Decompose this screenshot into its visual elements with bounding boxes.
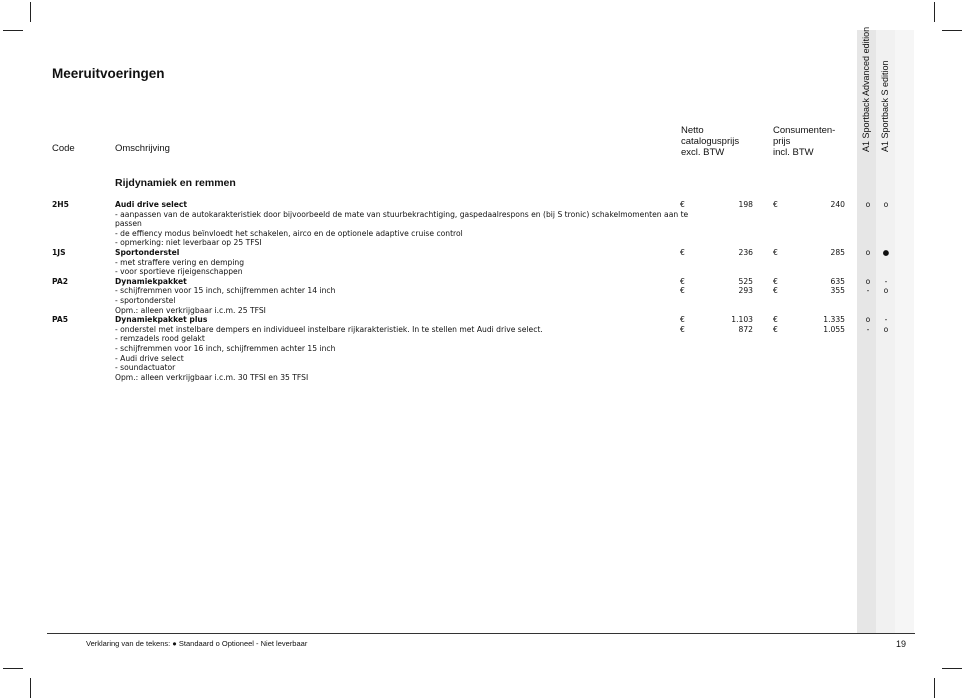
section-title: Rijdynamiek en remmen — [115, 177, 236, 189]
row-code: 2H5 — [52, 200, 69, 209]
row-availability-s-edition: ● — [882, 248, 890, 257]
legend: Verklaring van de tekens: ● Standaard o Optioneel - Niet leverbaar — [86, 639, 308, 648]
table-row — [0, 344, 965, 354]
table-row — [0, 306, 965, 316]
page-number: 19 — [896, 639, 907, 649]
row-availability-advanced: - — [866, 324, 870, 334]
row-net-price: 198 — [738, 200, 753, 209]
table-row — [0, 210, 965, 220]
table-row — [0, 373, 965, 383]
row-net-euro-sign: € — [680, 286, 685, 296]
row-consumer-price: 285 — [830, 248, 845, 257]
row-description: - schijfremmen voor 16 inch, schijfremmen achter 15 inch — [115, 344, 336, 353]
row-consumer-price: 1.335 — [823, 315, 845, 325]
row-availability-advanced: o — [865, 276, 871, 286]
row-consumer-euro-sign: € — [773, 200, 778, 209]
crop-mark — [30, 2, 31, 22]
header-consumer-price — [773, 125, 835, 158]
row-consumer-price: 1.055 — [823, 324, 845, 334]
row-consumer-euro-sign: € — [773, 315, 778, 325]
row-description: - soundactuator — [115, 363, 176, 373]
header-consumer-price-line: incl. BTW — [773, 147, 814, 158]
row-availability-s-edition: - — [884, 276, 888, 286]
row-net-euro-sign: € — [680, 200, 685, 209]
header-net-price-line: Netto — [681, 125, 704, 136]
row-description: - remzadels rood gelakt — [115, 334, 205, 344]
row-description: - aanpassen van de autokarakteristiek door bijvoorbeeld de mate van stuurbekrachtiging, gaspedaalrespons en (bij S tronic) schakelmomenten aan te — [115, 209, 689, 219]
crop-mark — [30, 678, 31, 698]
row-description: - Audi drive select — [115, 353, 184, 363]
table-row — [0, 229, 965, 239]
row-consumer-price: 240 — [830, 200, 845, 209]
header-code: Code — [52, 143, 75, 154]
table-row — [0, 296, 965, 306]
row-description: - schijfremmen voor 15 inch, schijfremmen achter 14 inch — [115, 286, 336, 296]
crop-mark — [3, 30, 23, 31]
header-net-price-line: excl. BTW — [681, 147, 725, 158]
row-consumer-price: 355 — [830, 286, 845, 296]
table-row — [0, 286, 965, 296]
row-net-euro-sign: € — [680, 315, 685, 325]
row-description: - onderstel met instelbare dempers en individueel instelbare rijkarakteristiek. In te stellen met Audi drive select. — [115, 324, 543, 334]
table-row — [0, 248, 965, 258]
row-availability-s-edition: o — [883, 324, 889, 334]
table-row — [0, 315, 965, 325]
table-row — [0, 258, 965, 268]
row-availability-advanced: - — [866, 286, 870, 296]
row-description: Opm.: alleen verkrijgbaar i.c.m. 30 TFSI en 35 TFSI — [115, 372, 309, 382]
row-net-euro-sign: € — [680, 324, 685, 334]
row-description: - de effiency modus beïnvloedt het schakelen, airco en de optionele adaptive cruise control — [115, 228, 463, 238]
row-consumer-euro-sign: € — [773, 324, 778, 334]
row-description: Sportonderstel — [115, 248, 180, 257]
row-consumer-euro-sign: € — [773, 276, 778, 286]
header-variant-s-edition: A1 Sportback S edition — [880, 60, 890, 152]
row-net-price: 236 — [738, 248, 753, 257]
row-description: Dynamiekpakket plus — [115, 315, 208, 325]
table-row — [0, 325, 965, 335]
row-description: Audi drive select — [115, 200, 188, 209]
header-description: Omschrijving — [115, 143, 170, 154]
row-description: Dynamiekpakket — [115, 276, 187, 286]
row-description: passen — [115, 219, 142, 229]
table-row — [0, 277, 965, 287]
table-row — [0, 334, 965, 344]
footer-rule — [47, 633, 915, 634]
row-net-price: 525 — [738, 276, 753, 286]
row-description: - opmerking: niet leverbaar op 25 TFSI — [115, 238, 262, 248]
header-net-price-line: catalogusprijs — [681, 136, 740, 147]
crop-mark — [942, 668, 962, 669]
row-code: PA2 — [52, 276, 69, 286]
page-title: Meeruitvoeringen — [52, 66, 165, 81]
table-row — [0, 267, 965, 277]
row-description: - voor sportieve rijeigenschappen — [115, 267, 243, 277]
row-description: - sportonderstel — [115, 296, 176, 305]
table-row — [0, 363, 965, 373]
row-availability-s-edition: o — [883, 200, 889, 209]
crop-mark — [934, 2, 935, 22]
crop-mark — [934, 678, 935, 698]
table-row — [0, 354, 965, 364]
row-availability-s-edition: o — [883, 286, 889, 296]
row-net-euro-sign: € — [680, 276, 685, 286]
row-consumer-price: 635 — [830, 276, 845, 286]
row-net-price: 872 — [738, 324, 753, 334]
header-consumer-price-line: Consumenten- — [773, 125, 836, 136]
row-description: - met straffere vering en demping — [115, 257, 245, 267]
row-consumer-euro-sign: € — [773, 248, 778, 257]
row-consumer-euro-sign: € — [773, 286, 778, 296]
row-net-euro-sign: € — [680, 248, 685, 257]
header-consumer-price-line: prijs — [773, 136, 791, 147]
row-availability-s-edition: - — [884, 315, 888, 325]
table-row — [0, 219, 965, 229]
row-code: PA5 — [52, 315, 69, 325]
table-row — [0, 238, 965, 248]
header-variant-advanced: A1 Sportback Advanced edition — [861, 26, 871, 152]
header-net-price — [681, 125, 739, 158]
row-availability-advanced: o — [865, 200, 871, 209]
crop-mark — [3, 668, 23, 669]
row-net-price: 293 — [738, 286, 753, 296]
crop-mark — [942, 30, 962, 31]
row-availability-advanced: o — [865, 248, 871, 257]
row-code: 1JS — [52, 248, 66, 257]
row-availability-advanced: o — [865, 315, 871, 325]
row-net-price: 1.103 — [731, 315, 753, 325]
table-row — [0, 200, 965, 210]
row-description: Opm.: alleen verkrijgbaar i.c.m. 25 TFSI — [115, 305, 266, 315]
